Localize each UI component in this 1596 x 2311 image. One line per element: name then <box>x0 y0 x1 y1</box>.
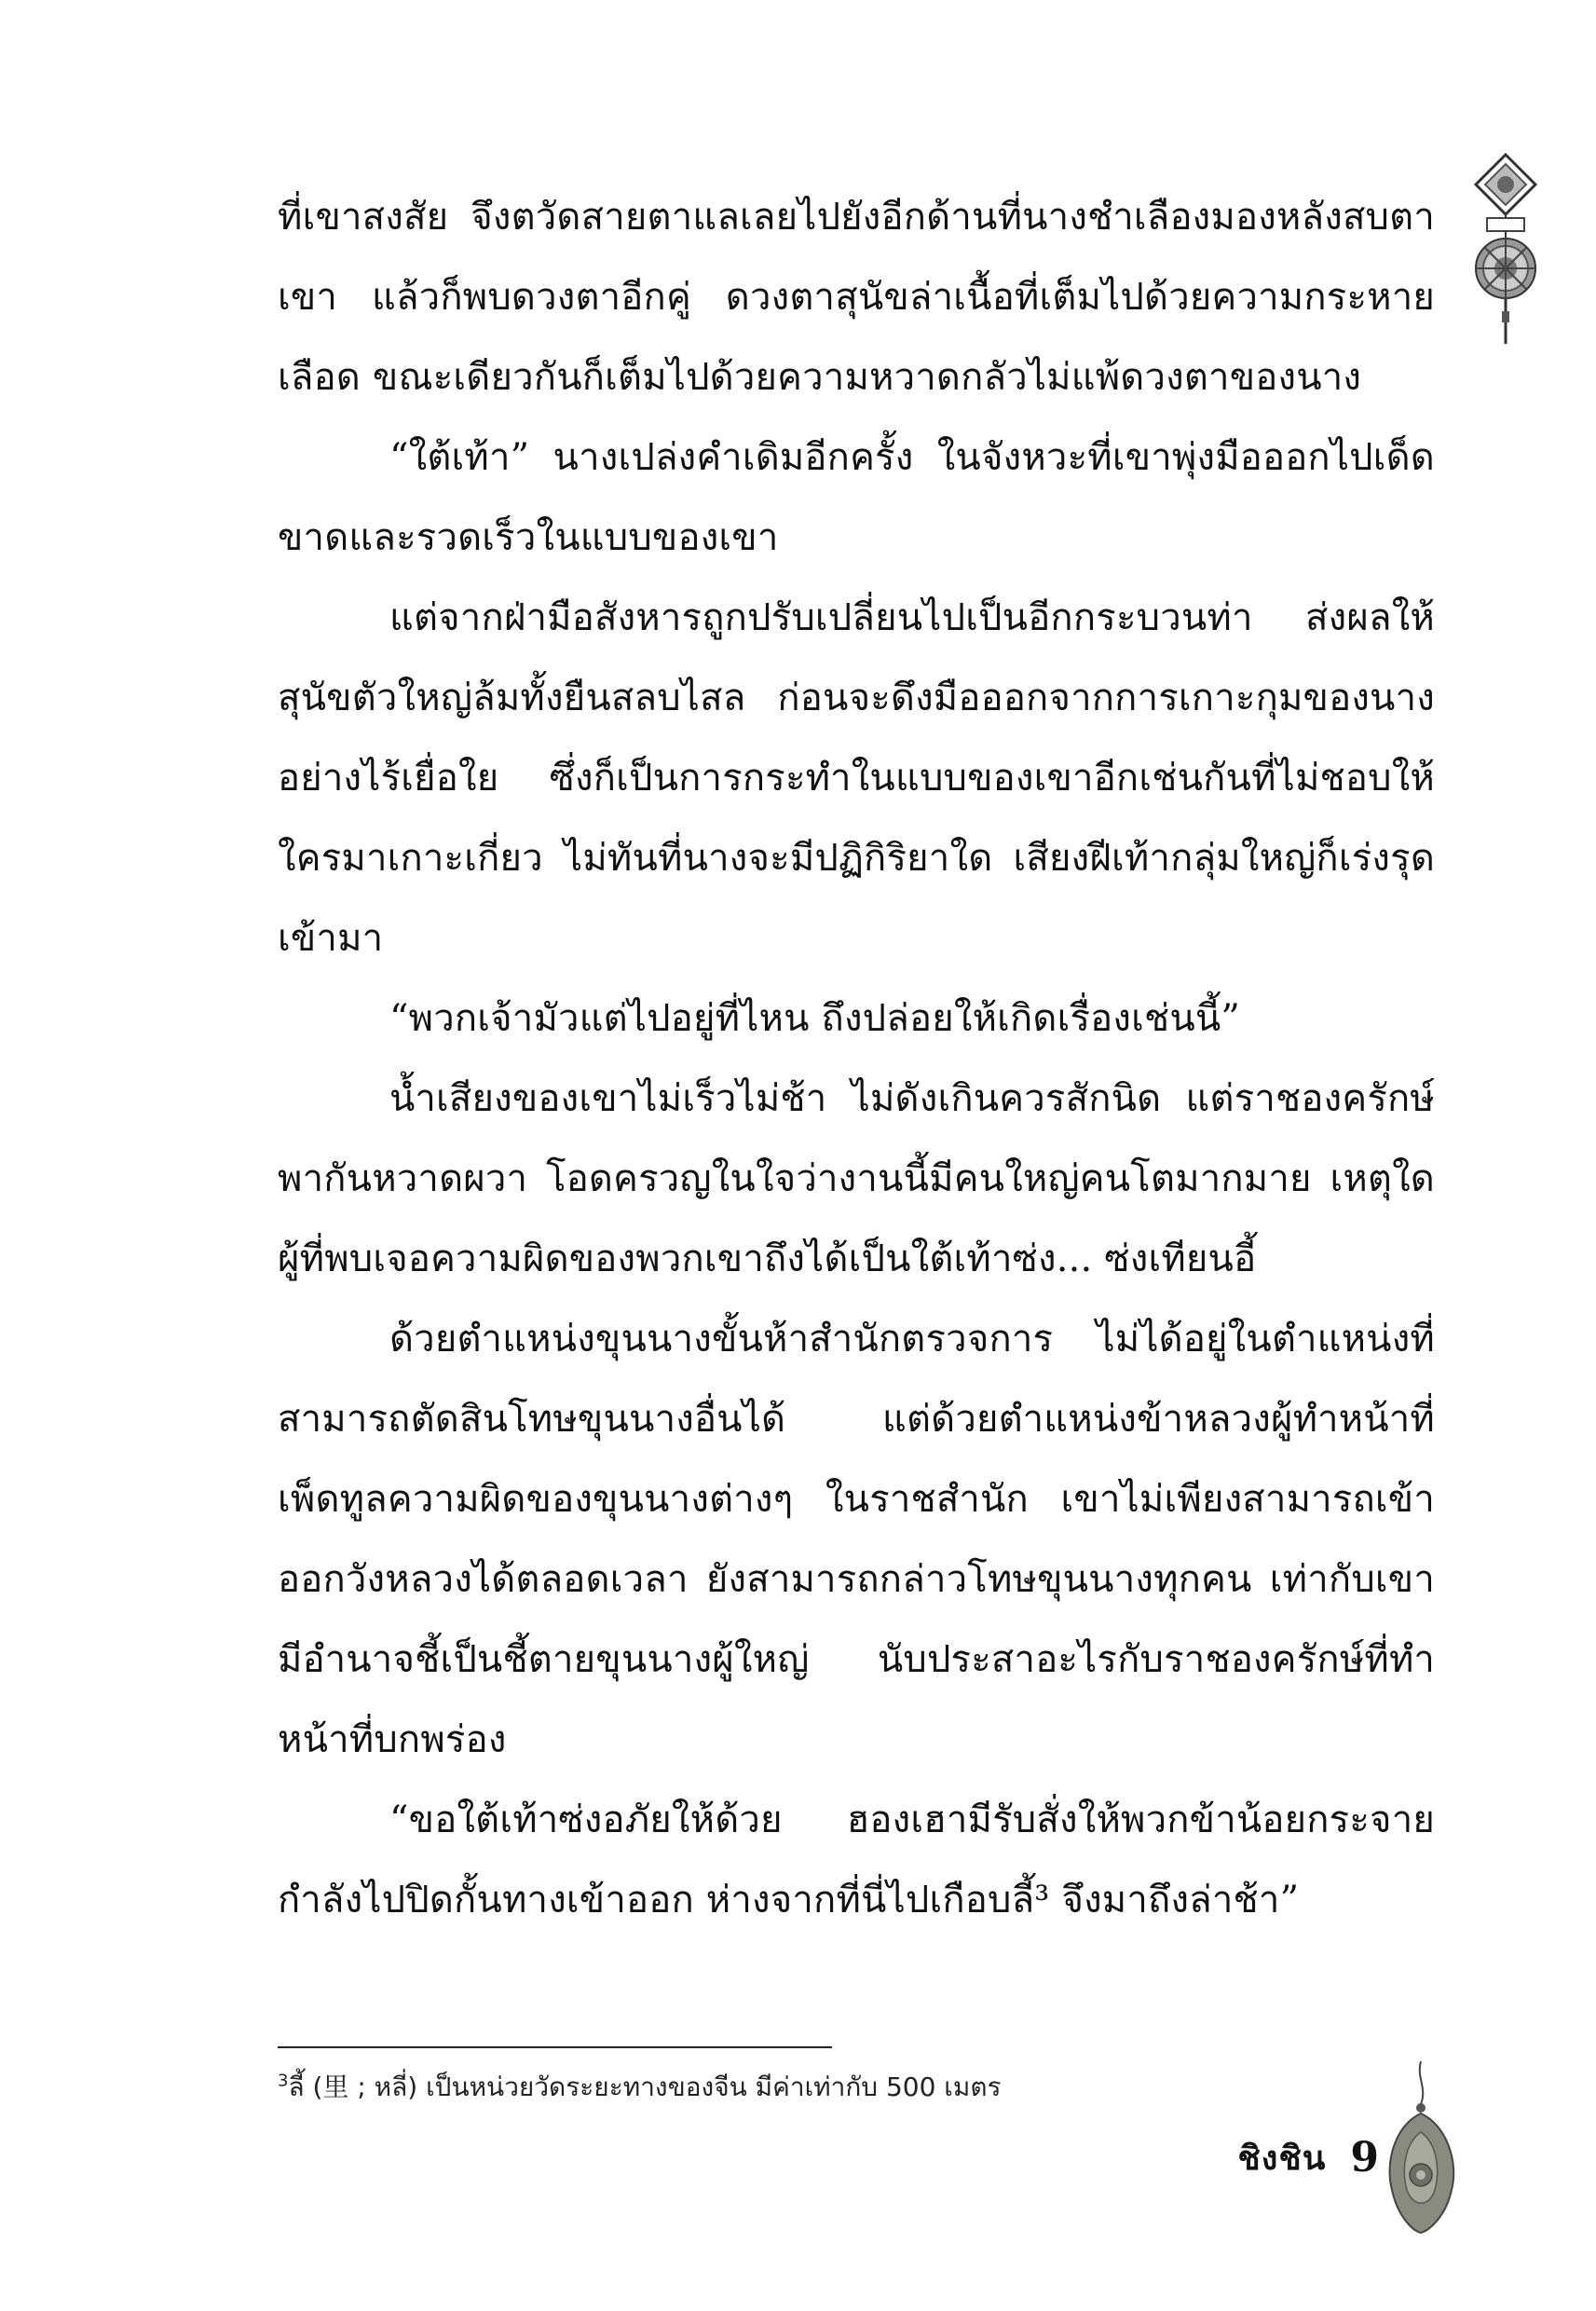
running-title: ชิงชิน <box>1237 2138 1327 2178</box>
paragraph-4: “พวกเจ้ามัวแต่ไปอยู่ที่ไหน ถึงปล่อยให้เกิดเรื่องเช่นนี้” <box>389 997 1241 1040</box>
paragraph-1: ที่เขาสงสัย จึงตวัดสายตาแลเลยไปยังอีกด้านที่นางชำเลืองมองหลังสบตาเขา แล้วก็พบดวงตาอีกคู่ ดวงตาสุนัขล่าเนื้อที่เต็มไปด้วยความกระหายเลือด ขณะเดียวกันก็เต็มไปด้วยความหวาดกลัวไม่แพ้ดวงตาของนาง <box>278 196 1435 399</box>
footnote-text: ลี้ (里 ; หลี่) เป็นหน่วยวัดระยะทางของจีน มีค่าเท่ากับ 500 เมตร <box>288 2072 1002 2102</box>
footnote-marker: 3 <box>278 2071 289 2091</box>
running-footer <box>1155 2129 1379 2185</box>
paragraph-3: แต่จากฝ่ามือสังหารถูกปรับเปลี่ยนไปเป็นอีกกระบวนท่า ส่งผลให้สุนัขตัวใหญ่ล้มทั้งยืนสลบไสล ก่อนจะดึงมือออกจากการเกาะกุมของนางอย่างไร้เยื่อใย ซึ่งก็เป็นการกระทำในแบบของเขาอีกเช่นกันที่ไม่ชอบให้ใครมาเกาะเกี่ยว ไม่ทันที่นางจะมีปฏิกิริยาใด เสียงฝีเท้ากลุ่มใหญ่ก็เร่งรุดเข้ามา <box>278 596 1435 960</box>
jade-pendant-icon <box>1379 2059 1463 2236</box>
paragraph-6: ด้วยตำแหน่งขุนนางขั้นห้าสำนักตรวจการ ไม่ได้อยู่ในตำแหน่งที่สามารถตัดสินโทษขุนนางอื่นได้ แต่ด้วยตำแหน่งข้าหลวงผู้ทำหน้าที่เพ็ดทูลความผิดของขุนนางต่างๆ ในราชสำนัก เขาไม่เพียงสามารถเข้าออกวังหลวงได้ตลอดเวลา ยังสามารถกล่าวโทษขุนนางทุกคน เท่ากับเขามีอำนาจชี้เป็นชี้ตายขุนนางผู้ใหญ่ นับประสาอะไรกับราชองครักษ์ที่ทำหน้าที่บกพร่อง <box>278 1318 1435 1761</box>
paragraph-2: “ใต้เท้า” นางเปล่งคำเดิมอีกครั้ง ในจังหวะที่เขาพุ่งมือออกไปเด็ดขาดและรวดเร็วในแบบของเขา <box>278 436 1435 559</box>
footnote-divider <box>278 2046 832 2048</box>
body-text <box>278 177 1435 1940</box>
chinese-knot-charm-icon <box>1466 153 1545 349</box>
paragraph-5: น้ำเสียงของเขาไม่เร็วไม่ช้า ไม่ดังเกินควรสักนิด แต่ราชองครักษ์พากันหวาดผวา โอดครวญในใจว่างานนี้มีคนใหญ่คนโตมากมาย เหตุใดผู้ที่พบเจอความผิดของพวกเขาถึงได้เป็นใต้เท้าซ่ง... ซ่งเทียนอี้ <box>278 1077 1435 1280</box>
page-number: 9 <box>1350 2133 1379 2181</box>
footnote <box>278 2069 1209 2106</box>
paragraph-7: “ขอใต้เท้าซ่งอภัยให้ด้วย ฮองเฮามีรับสั่งให้พวกข้าน้อยกระจายกำลังไปปิดกั้นทางเข้าออก ห่างจากที่นี่ไปเกือบลี้³ จึงมาถึงล่าช้า” <box>278 1798 1435 1921</box>
